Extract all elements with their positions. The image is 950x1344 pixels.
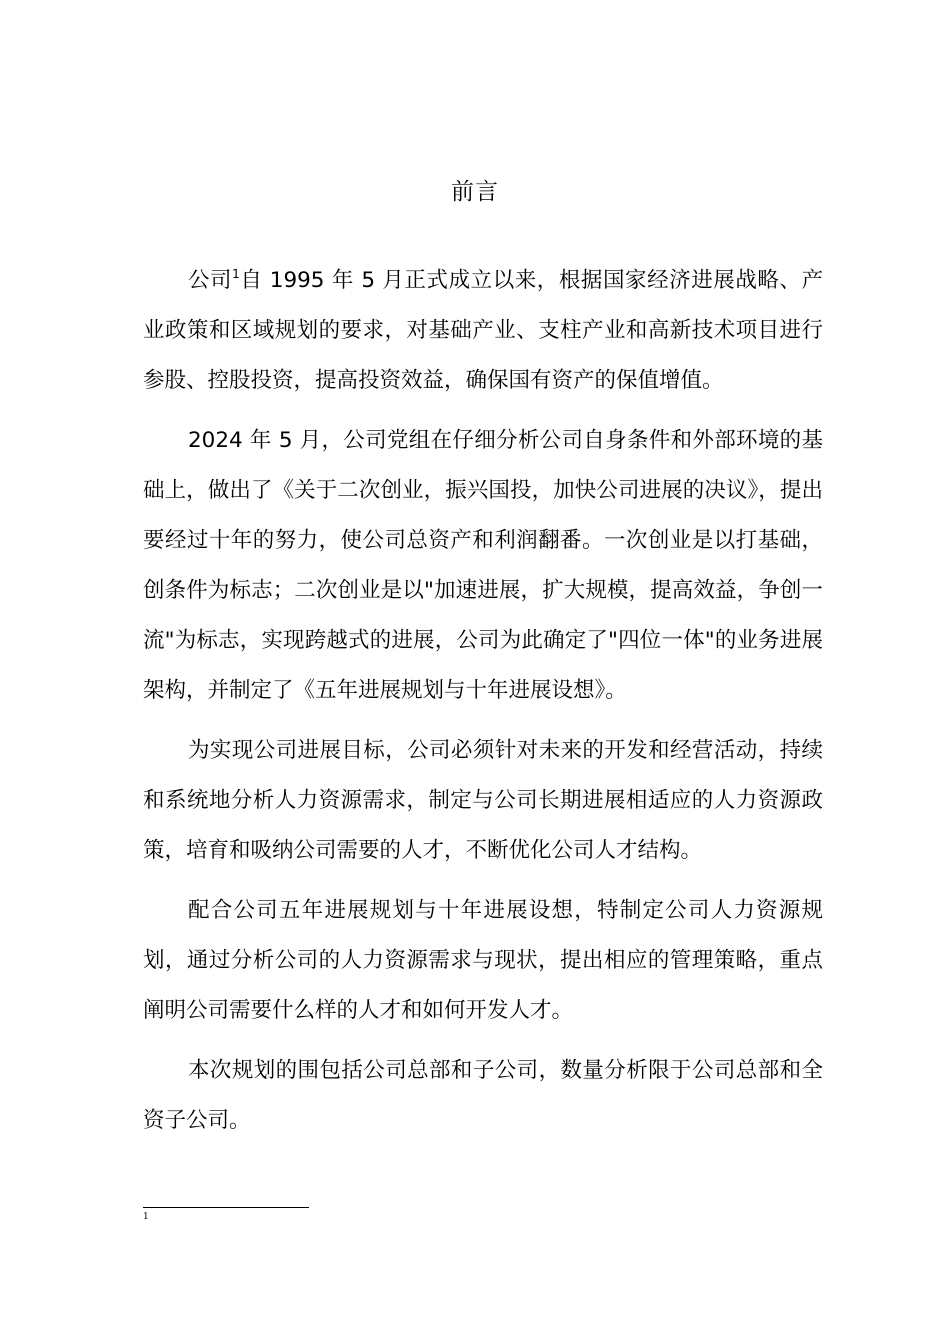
page-title: 前言: [451, 179, 499, 205]
paragraph-3: 为实现公司进展目标，公司必须针对未来的开发和经营活动，持续和系统地分析人力资源需求，制定与公司长期进展相适应的人力资源政策，培育和吸纳公司需要的人才，不断优化公司人才结构。: [143, 738, 823, 863]
body-text: [143, 256, 823, 1156]
paragraph-4: 配合公司五年进展规划与十年进展设想，特制定公司人力资源规划，通过分析公司的人力资源需求与现状，提出相应的管理策略，重点阐明公司需要什么样的人才和如何开发人才。: [143, 898, 823, 1023]
paragraph-1-rest: 自 1995 年 5 月正式成立以来，根据国家经济进展战略、产业政策和区域规划的要求，对基础产业、支柱产业和高新技术项目进行参股、控股投资，提高投资效益，确保国有资产的保值增值。: [143, 268, 823, 393]
footnote-separator: [143, 1207, 309, 1208]
footnote-reference[interactable]: 1: [232, 267, 240, 281]
footnote-mark: 1: [143, 1212, 149, 1222]
paragraph-2: 2024 年 5 月，公司党组在仔细分析公司自身条件和外部环境的基础上，做出了《关于二次创业，振兴国投，加快公司进展的决议》，提出要经过十年的努力，使公司总资产和利润翻番。一次创业是以打基础，创条件为标志；二次创业是以"加速进展，扩大规模，提高效益，争创一流"为标志，实现跨越式的进展，公司为此确定了"四位一体"的业务进展架构，并制定了《五年进展规划与十年进展设想》。: [143, 428, 823, 703]
paragraph-1-start: 公司: [188, 268, 233, 293]
paragraph-1: [143, 256, 823, 406]
paragraph-5: 本次规划的围包括公司总部和子公司，数量分析限于公司总部和全资子公司。: [143, 1058, 823, 1133]
